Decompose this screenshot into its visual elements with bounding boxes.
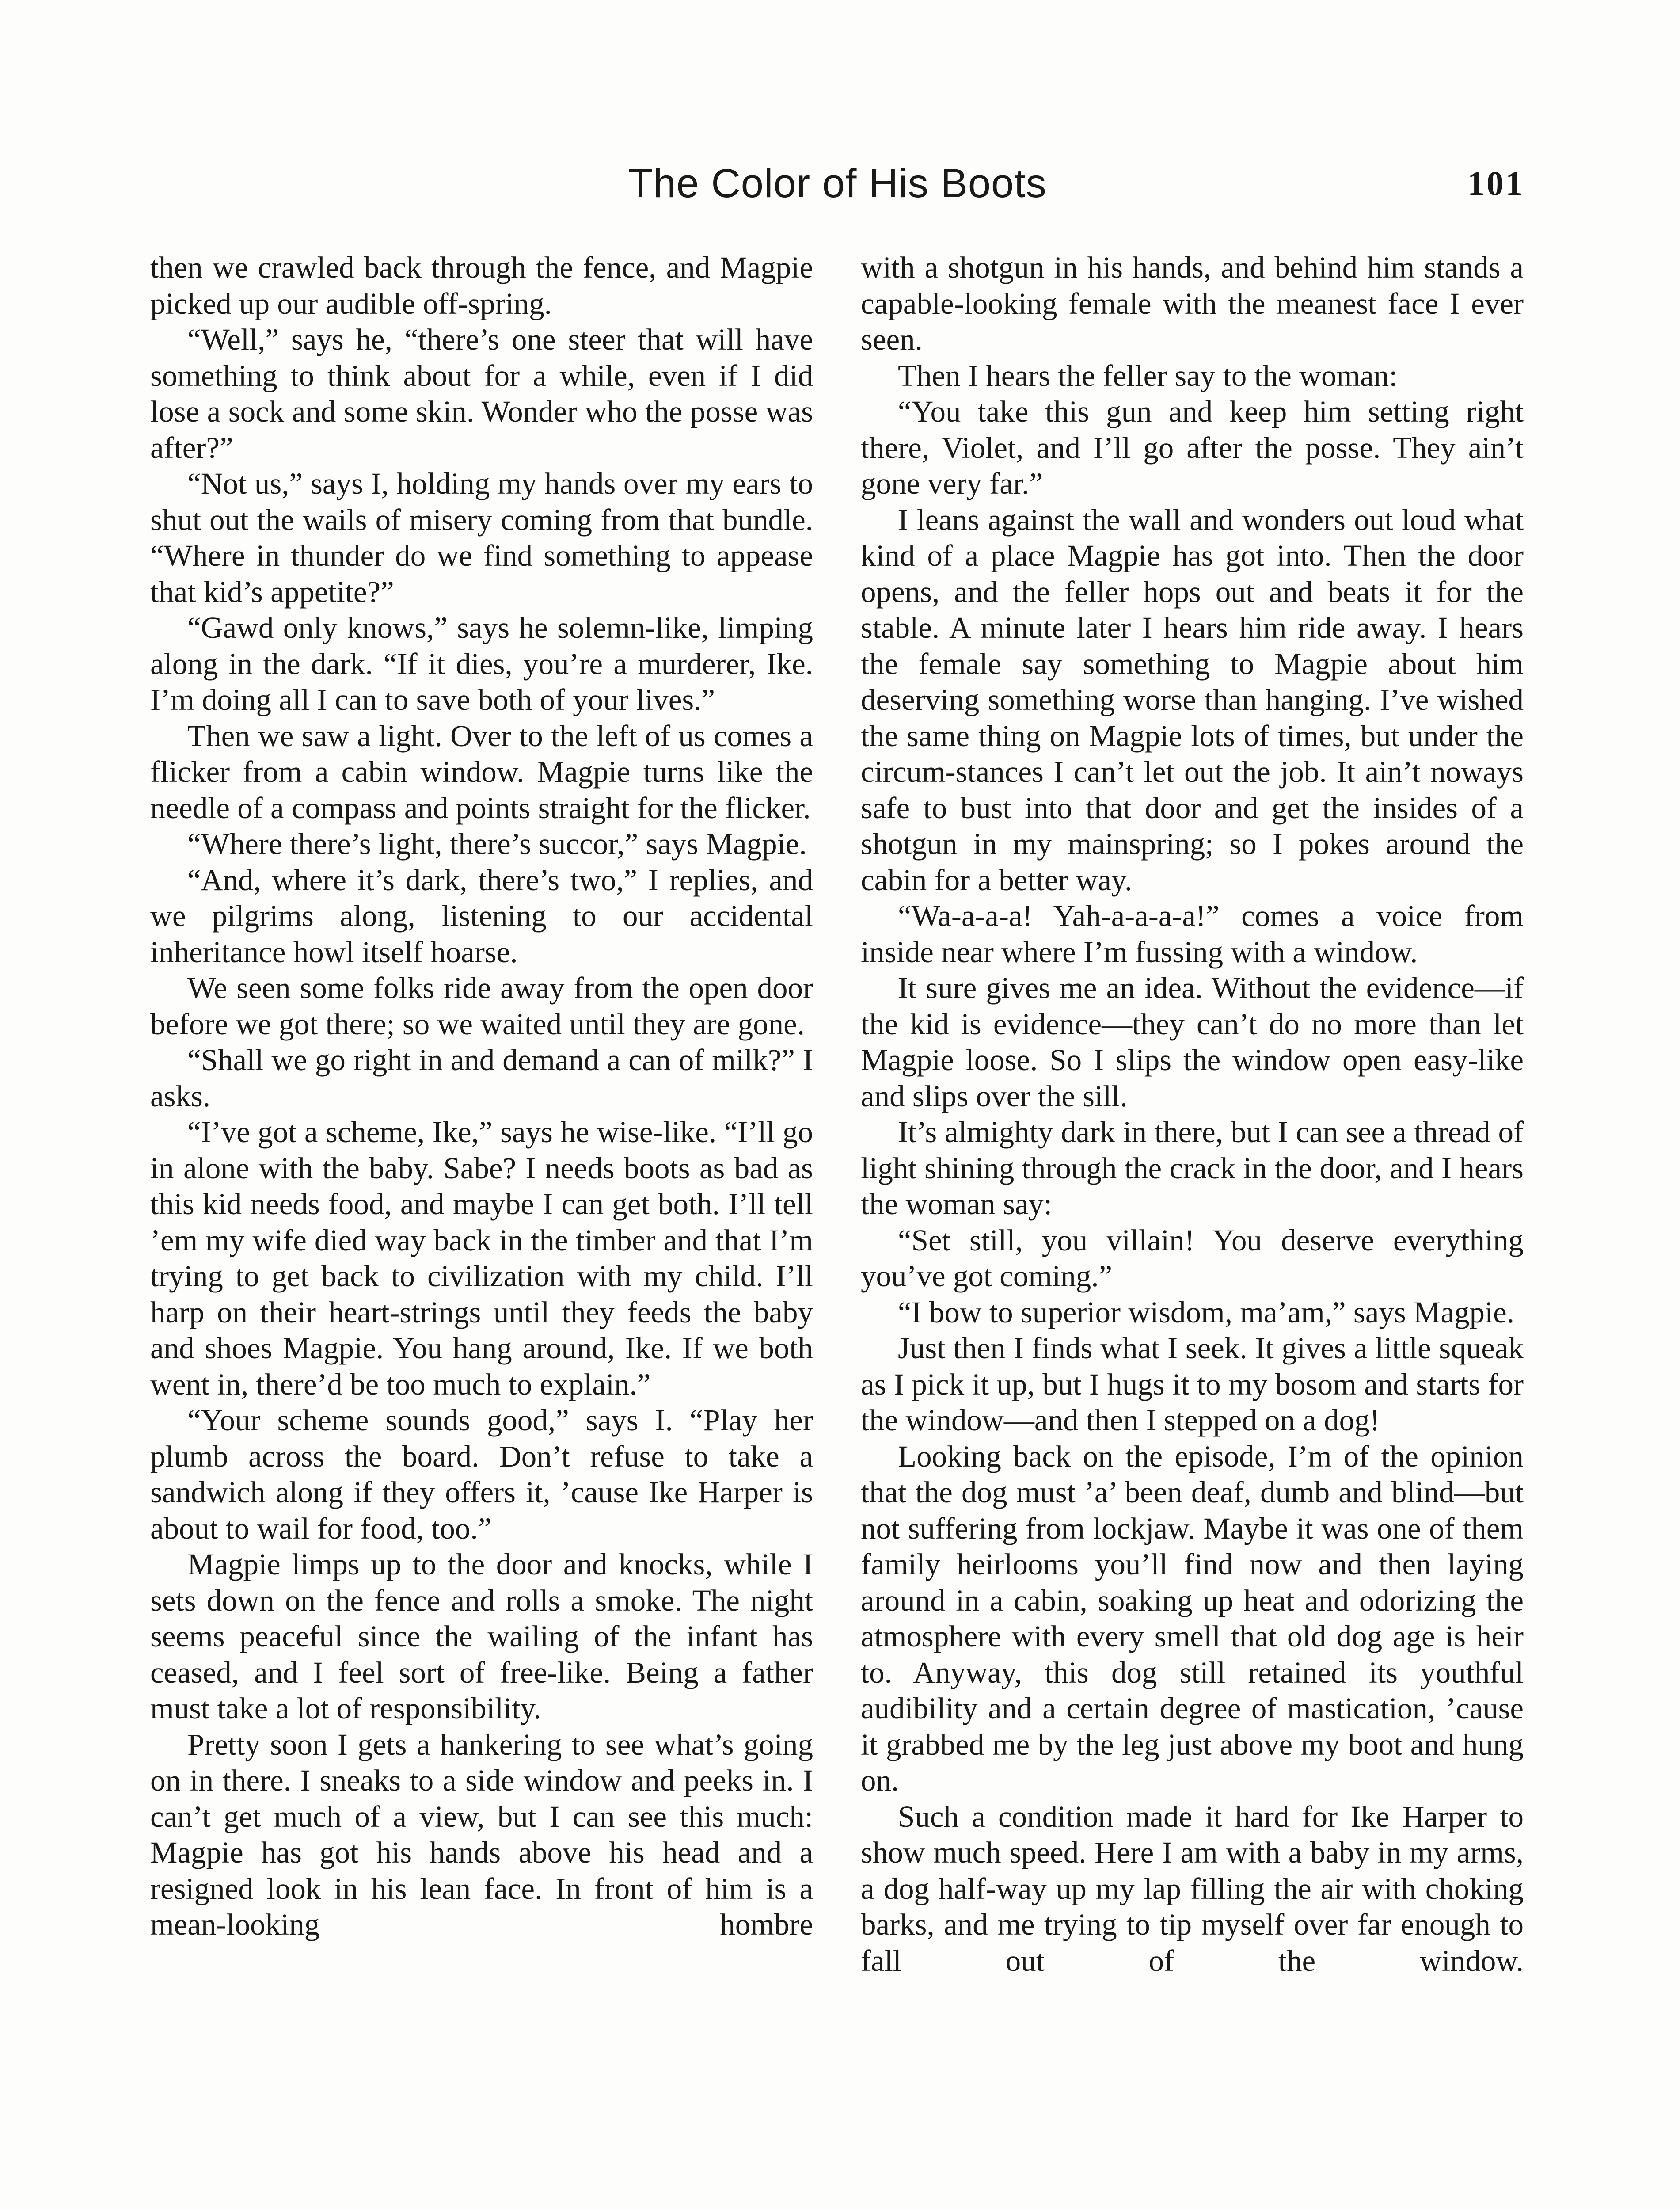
paragraph: Then we saw a light. Over to the left of us comes a flicker from a cabin window. Magpie turns like the needle of a compass and points straight for the flicker. [150,719,813,825]
right-text-column [861,250,1524,1979]
paragraph: It sure gives me an idea. Without the evidence—if the kid is evidence—they can’t do no more than let Magpie loose. So I slips the window open easy-like and slips over the sill. [861,971,1524,1113]
running-title: The Color of His Boots [628,161,1047,206]
paragraph: “Where there’s light, there’s succor,” says Magpie. [187,827,807,861]
left-text-column [150,250,813,1943]
paragraph: “Well,” says he, “there’s one steer that will have something to think about for a while, even if I did lose a sock and some skin. Wonder who the posse was after?” [150,323,813,465]
paragraph: “I bow to superior wisdom, ma’am,” says Magpie. [898,1295,1515,1329]
paragraph: Magpie limps up to the door and knocks, while I sets down on the fence and rolls a smoke. The night seems peaceful since the wailing of the infant has ceased, and I feel sort of free-like. Being a father must take a lot of responsibility. [150,1547,813,1725]
paragraph: then we crawled back through the fence, and Magpie picked up our audible off-spring. [150,251,813,320]
paragraph: Looking back on the episode, I’m of the opinion that the dog must ’a’ been deaf, dumb and blind—but not suffering from lockjaw. Maybe it was one of them family heirlooms you’ll find now and then laying around in a cabin, soaking up heat and odorizing the atmosphere with every smell that old dog age is heir to. Anyway, this dog still retained its youthful audibility and a certain degree of mastication, ’cause it grabbed me by the leg just above my boot and hung on. [861,1439,1524,1797]
running-head [150,157,1524,210]
paragraph: “And, where it’s dark, there’s two,” I replies, and we pilgrims along, listening to our accidental inheritance howl itself hoarse. [150,863,813,969]
paragraph: We seen some folks ride away from the open door before we got there; so we waited until they are gone. [150,971,813,1041]
paragraph: Such a condition made it hard for Ike Harper to show much speed. Here I am with a baby in my arms, a dog half-way up my lap filling the air with choking barks, and me trying to tip myself over far enough to fall out of the window. [861,1799,1524,1978]
paragraph: “You take this gun and keep him setting right there, Violet, and I’ll go after the posse. They ain’t gone very far.” [861,395,1524,500]
paragraph: “Gawd only knows,” says he solemn-like, limping along in the dark. “If it dies, you’re a murderer, Ike. I’m doing all I can to save both of your lives.” [150,611,813,716]
paragraph: “Wa-a-a-a! Yah-a-a-a-a!” comes a voice from inside near where I’m fussing with a window. [861,899,1524,969]
paragraph: Then I hears the feller say to the woman: [898,358,1398,392]
paragraph: Pretty soon I gets a hankering to see what’s going on in there. I sneaks to a side window and peeks in. I can’t get much of a view, but I can see this much: Magpie has got his hands above his head and a resigned look in his lean face. In front of him is a mean-looking hombre [150,1727,813,1941]
paragraph: “I’ve got a scheme, Ike,” says he wise-like. “I’ll go in alone with the baby. Sabe? I needs boots as bad as this kid needs food, and maybe I can get both. I’ll tell ’em my wife died way back in the timber and that I’m trying to get back to civilization with my child. I’ll harp on their heart-strings until they feeds the baby and shoes Magpie. You hang around, Ike. If we both went in, there’d be too much to explain.” [150,1115,813,1401]
page-number: 101 [1467,164,1524,202]
paragraph: “Set still, you villain! You deserve everything you’ve got coming.” [861,1223,1524,1293]
paragraph: with a shotgun in his hands, and behind him stands a capable-looking female with the meanest face I ever seen. [861,251,1524,356]
paragraph: It’s almighty dark in there, but I can see a thread of light shining through the crack in the door, and I hears the woman say: [861,1115,1524,1221]
paragraph: I leans against the wall and wonders out loud what kind of a place Magpie has got into. Then the door opens, and the feller hops out and beats it for the stable. A minute later I hears him ride away. I hears the female say something to Magpie about him deserving something worse than hanging. I’ve wished the same thing on Magpie lots of times, but under the circum-stances I can’t let out the job. It ain’t noways safe to bust into that door and get the insides of a shotgun in my mainspring; so I pokes around the cabin for a better way. [861,503,1524,897]
paragraph: Just then I finds what I seek. It gives a little squeak as I pick it up, but I hugs it to my bosom and starts for the window—and then I stepped on a dog! [861,1331,1524,1437]
paragraph: “Shall we go right in and demand a can of milk?” I asks. [150,1043,813,1113]
paragraph: “Your scheme sounds good,” says I. “Play her plumb across the board. Don’t refuse to take a sandwich along if they offers it, ’cause Ike Harper is about to wail for food, too.” [150,1403,813,1545]
paragraph: “Not us,” says I, holding my hands over my ears to shut out the wails of misery coming from that bundle. “Where in thunder do we find something to appease that kid’s appetite?” [150,467,813,609]
